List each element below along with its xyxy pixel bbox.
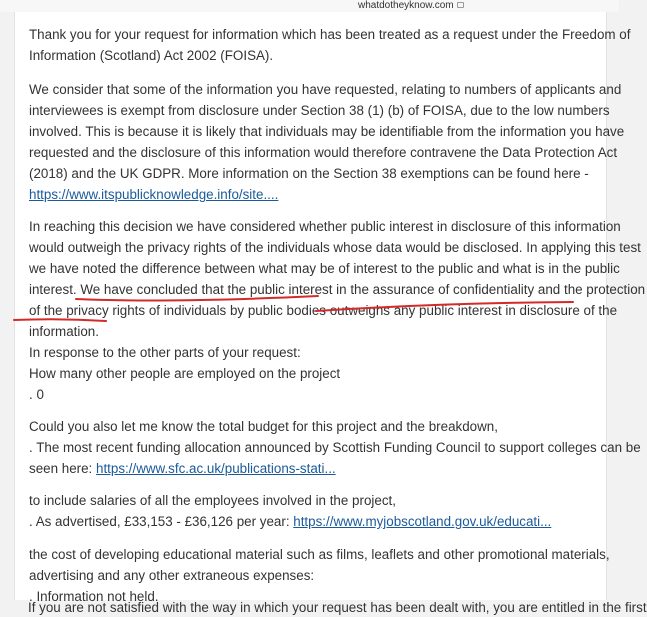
paragraph-line: In response to the other parts of your request: xyxy=(29,345,301,360)
paragraph-line: . Information not held. xyxy=(29,589,159,604)
text-span: seen here: xyxy=(29,461,96,476)
paragraph-line: the cost of developing educational material such as films, leaflets and other promotional materials, xyxy=(29,547,610,562)
paragraph-line: . 0 xyxy=(29,387,44,402)
paragraph-line: Thank you for your request for information which has been treated as a request under the Freedom of xyxy=(29,27,631,42)
text-span: . xyxy=(95,324,99,339)
highlighted-text-1: We have concluded that the public interest in xyxy=(80,282,347,297)
paragraph-line: to include salaries of all the employees involved in the project, xyxy=(29,493,396,508)
paragraph-line xyxy=(29,301,617,320)
url-label: whatdotheyknow.com xyxy=(358,0,454,11)
paragraph-line: Information (Scotland) Act 2002 (FOISA). xyxy=(29,48,274,63)
url-text[interactable] xyxy=(358,0,464,11)
paragraph-line: How many other people are employed on the project xyxy=(29,366,341,381)
paragraph-line: Could you also let me know the total budget for this project and the breakdown, xyxy=(29,419,498,434)
paragraph-line: requested and the disclosure of this information would therefore contravene the Data Protection Act xyxy=(29,145,618,160)
paragraph-line xyxy=(29,280,645,299)
paragraph-line: involved. This is because it is likely that individuals may be identifiable from the information you have xyxy=(29,124,625,139)
its-public-knowledge-link[interactable]: https://www.itspublicknowledge.info/site.... xyxy=(29,187,279,202)
browser-address-bar[interactable] xyxy=(0,0,619,12)
paragraph-line: we have noted the difference between what may be of interest to the public and what is in the public xyxy=(29,261,620,276)
paragraph-line xyxy=(29,322,99,341)
paragraph-line: would outweigh the privacy rights of the individuals whose data would be disclosed. In applying this test xyxy=(29,240,641,255)
text-span: of the privacy rights of individuals by public bodies outweighs xyxy=(29,303,394,318)
paragraph-line: In reaching this decision we have considered whether public interest in disclosure of this information xyxy=(29,219,621,234)
paragraph-line: advertising and any other extraneous expenses: xyxy=(29,568,315,583)
highlighted-text-2: any public interest in disclosure of the xyxy=(393,303,618,318)
text-span: interest. xyxy=(29,282,81,297)
paragraph-line: If you are not satisfied with the way in which your request has been dealt with, you are entitled in the first xyxy=(28,600,647,615)
email-body xyxy=(14,12,646,604)
sfc-publications-link[interactable]: https://www.sfc.ac.uk/publications-stati... xyxy=(96,461,336,476)
paragraph-line: We consider that some of the information you have requested, relating to numbers of applicants and xyxy=(29,82,622,97)
highlighted-text-3: information xyxy=(29,324,96,339)
paragraph-line: . The most recent funding allocation announced by Scottish Funding Council to support colleges can be xyxy=(29,440,641,455)
myjobscotland-link[interactable]: https://www.myjobscotland.gov.uk/educati... xyxy=(293,514,552,529)
paragraph-line: interviewees is exempt from disclosure under Section 38 (1) (b) of FOISA, due to the low numbers xyxy=(29,103,610,118)
text-span: the assurance of confidentiality and the protection xyxy=(346,282,646,297)
paragraph-line: (2018) and the UK GDPR. More information on the Section 38 exemptions can be found here - xyxy=(29,166,589,181)
lock-icon xyxy=(457,2,464,8)
text-span: . As advertised, £33,153 - £36,126 per year: xyxy=(29,514,294,529)
